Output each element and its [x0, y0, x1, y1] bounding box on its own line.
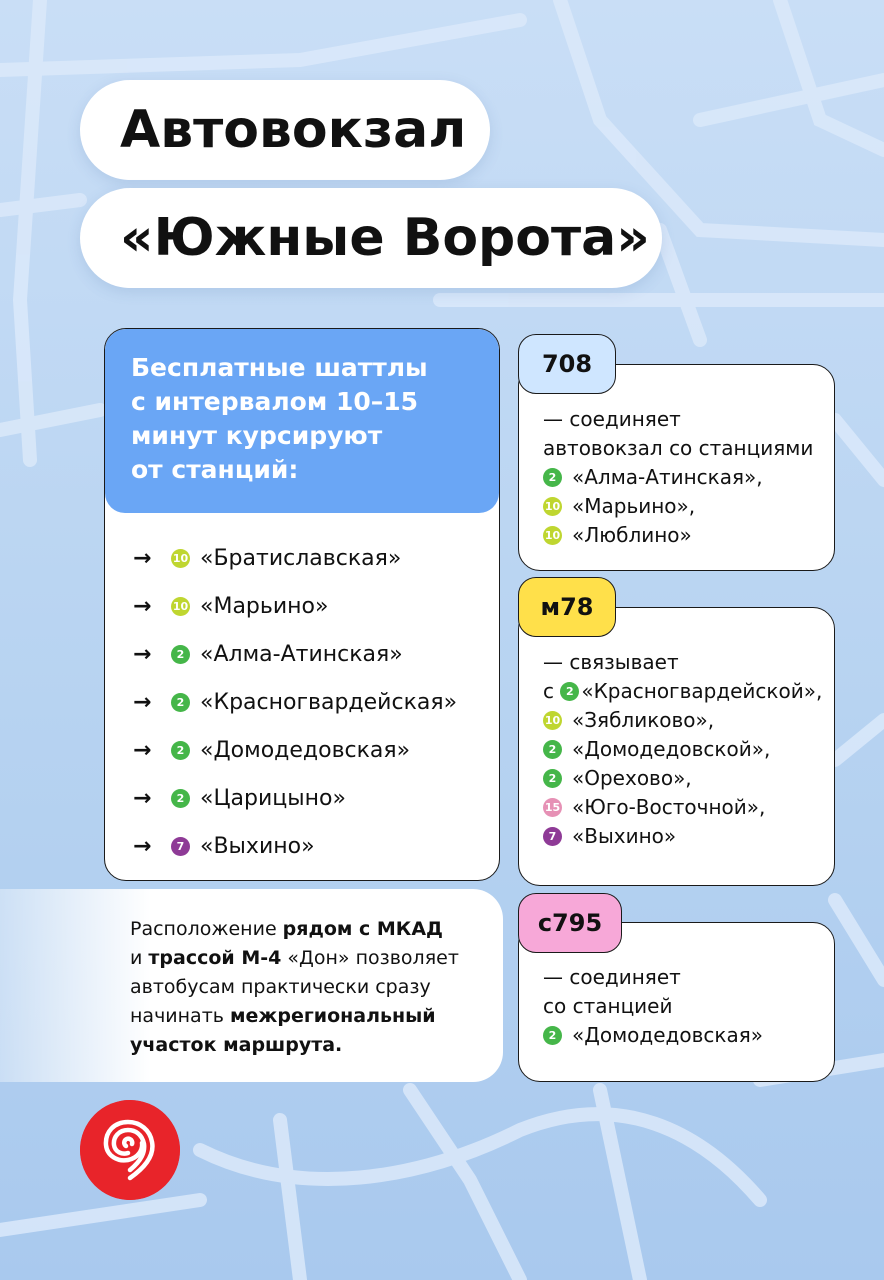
shuttle-heading-line: с интервалом 10–15 — [131, 387, 419, 416]
metro-line-badge: 10 — [543, 711, 562, 730]
station-name: «Царицыно» — [200, 785, 346, 811]
info-text: «Дон» позволяет автобусам практически сразу начинать — [130, 947, 459, 1027]
route-text-line — [543, 492, 834, 521]
route-text-line — [543, 405, 834, 434]
route-text: со станцией — [543, 994, 673, 1018]
route-text-line — [543, 677, 834, 706]
location-info — [0, 889, 503, 1082]
arrow-right-icon: → — [133, 689, 152, 715]
route-text: «Выхино» — [572, 824, 677, 848]
route-number-badge: 708 — [518, 334, 616, 394]
metro-line-badge: 2 — [171, 645, 190, 664]
shuttle-heading-line: Бесплатные шаттлы — [131, 353, 428, 382]
arrow-right-icon: → — [133, 737, 152, 763]
station-name: «Алма-Атинская» — [200, 641, 403, 667]
metro-line-badge: 7 — [171, 837, 190, 856]
route-text-line — [543, 463, 834, 492]
route-text-line — [543, 648, 834, 677]
route-text: «Марьино», — [572, 494, 696, 518]
route-text-line — [543, 764, 834, 793]
route-text: — соединяет — [543, 407, 681, 431]
list-item — [133, 726, 457, 774]
title-line-1: Автовокзал — [80, 80, 490, 180]
info-text: и — [130, 947, 149, 969]
route-text: «Красногвардейской», — [581, 679, 823, 703]
list-item — [133, 582, 457, 630]
route-text-line — [543, 1021, 834, 1050]
route-text-line — [543, 822, 834, 851]
arrow-right-icon: → — [133, 641, 152, 667]
station-name: «Домодедовская» — [200, 737, 411, 763]
list-item — [133, 774, 457, 822]
metro-line-badge: 10 — [543, 497, 562, 516]
route-text-line — [543, 963, 834, 992]
metro-line-badge: 2 — [171, 693, 190, 712]
station-name: «Красногвардейская» — [200, 689, 458, 715]
shuttle-heading — [105, 329, 499, 513]
metro-line-badge: 10 — [171, 549, 190, 568]
route-text-line — [543, 434, 834, 463]
arrow-right-icon: → — [133, 545, 152, 571]
route-text: «Зябликово», — [572, 708, 715, 732]
route-text-line — [543, 793, 834, 822]
metro-line-badge: 7 — [543, 827, 562, 846]
metro-line-badge: 15 — [543, 798, 562, 817]
shuttle-heading-line: от станций: — [131, 455, 299, 484]
info-text: Расположение — [130, 918, 283, 940]
metro-line-badge: 2 — [171, 789, 190, 808]
metro-line-badge: 2 — [543, 769, 562, 788]
route-text: автовокзал со станциями — [543, 436, 814, 460]
metro-line-badge: 2 — [171, 741, 190, 760]
list-item — [133, 534, 457, 582]
list-item — [133, 822, 457, 870]
info-bold: трассой М-4 — [148, 947, 282, 969]
metro-line-badge: 2 — [543, 740, 562, 759]
arrow-right-icon: → — [133, 833, 152, 859]
moscow-transport-logo — [80, 1100, 180, 1200]
list-item — [133, 678, 457, 726]
route-text: «Юго-Восточной», — [572, 795, 766, 819]
route-text-line — [543, 735, 834, 764]
route-text: «Домодедовской», — [572, 737, 771, 761]
metro-line-badge: 2 — [543, 468, 562, 487]
route-text-line — [543, 992, 834, 1021]
route-text: «Домодедовская» — [572, 1023, 764, 1047]
route-text: — связывает — [543, 650, 679, 674]
route-text-line — [543, 706, 834, 735]
route-text: «Люблино» — [572, 523, 692, 547]
route-text: «Орехово», — [572, 766, 692, 790]
station-name: «Марьино» — [200, 593, 329, 619]
arrow-right-icon: → — [133, 593, 152, 619]
route-card-708 — [518, 364, 835, 571]
shuttle-heading-line: минут курсируют — [131, 421, 383, 450]
station-name: «Выхино» — [200, 833, 315, 859]
route-text: — соединяет — [543, 965, 681, 989]
route-number-badge: с795 — [518, 893, 622, 953]
route-number-badge: м78 — [518, 577, 616, 637]
metro-line-badge: 2 — [560, 682, 579, 701]
shuttle-card — [104, 328, 500, 881]
station-list — [133, 534, 457, 870]
list-item — [133, 630, 457, 678]
info-bold: межрегиональный участок маршрута. — [130, 1005, 436, 1056]
title-line-2: «Южные Ворота» — [80, 188, 662, 288]
station-name: «Братиславская» — [200, 545, 402, 571]
metro-line-badge: 10 — [543, 526, 562, 545]
route-prefix: с — [543, 679, 554, 703]
arrow-right-icon: → — [133, 785, 152, 811]
metro-line-badge: 2 — [543, 1026, 562, 1045]
metro-line-badge: 10 — [171, 597, 190, 616]
info-bold: рядом с МКАД — [282, 918, 443, 940]
route-card-m78 — [518, 607, 835, 886]
route-text: «Алма-Атинская», — [572, 465, 763, 489]
route-text-line — [543, 521, 834, 550]
